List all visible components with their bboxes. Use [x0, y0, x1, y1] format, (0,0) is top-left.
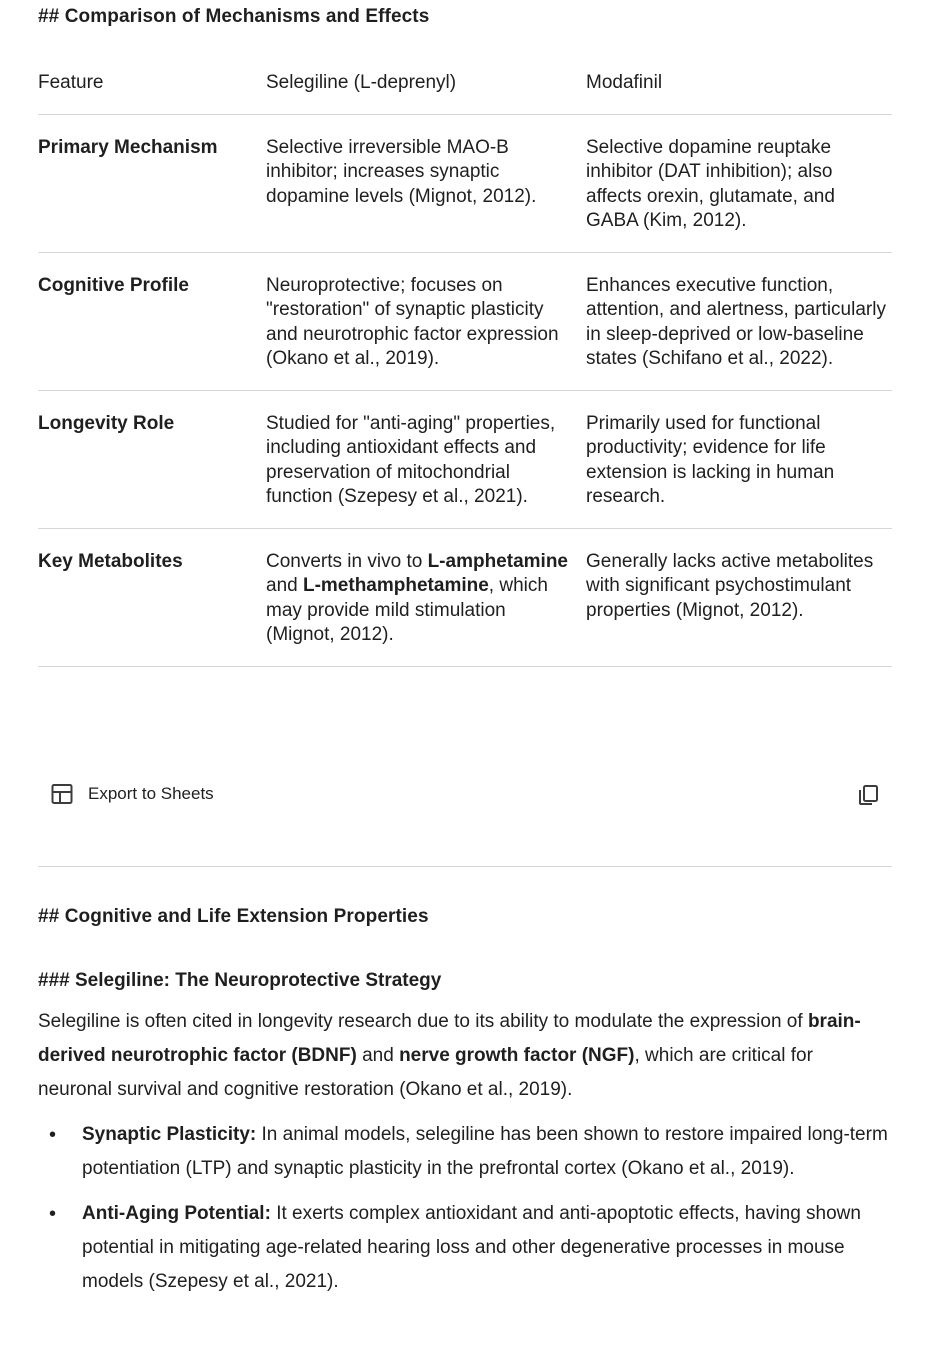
text-run: and	[356, 1045, 400, 1066]
table-cell-modafinil: Primarily used for functional productivity; evidence for life extension is lacking in human research.	[586, 390, 892, 528]
list-item-text: In animal models, selegiline has been shown to restore impaired long-term potentiation (LTP) and synaptic plasticity in the prefrontal cortex (Okano et al., 2019).	[82, 1124, 888, 1179]
table-cell-feature: Cognitive Profile	[38, 252, 266, 390]
table-row	[38, 528, 892, 666]
bullet-point: •	[49, 1203, 57, 1225]
export-label: Export to Sheets	[88, 784, 214, 803]
export-to-sheets-button[interactable]	[50, 782, 214, 806]
comparison-table	[38, 52, 892, 667]
bullet-list	[38, 1118, 892, 1310]
table-cell-selegiline: Selective irreversible MAO-B inhibitor; increases synaptic dopamine levels (Mignot, 2012).	[266, 114, 586, 252]
table-cell-modafinil: Enhances executive function, attention, and alertness, particularly in sleep-deprived or low-baseline states (Schifano et al., 2022).	[586, 252, 892, 390]
list-item	[38, 1118, 892, 1186]
column-header-modafinil: Modafinil	[586, 52, 892, 114]
table-cell-selegiline	[266, 528, 586, 666]
text-run: Selegiline is often cited in longevity research due to its ability to modulate the expression of	[38, 1011, 808, 1032]
table-icon	[50, 782, 74, 806]
section-heading-cognitive: ## Cognitive and Life Extension Properties	[38, 906, 429, 927]
list-item-text: It exerts complex antioxidant and anti-apoptotic effects, having shown potential in mitigating age-related hearing loss and other degenerative processes in mouse models (Szepesy et al., 2021).	[82, 1203, 861, 1292]
copy-icon[interactable]	[856, 783, 880, 807]
text-run: and	[266, 575, 303, 596]
bold-term-ngf: nerve growth factor (NGF)	[399, 1045, 635, 1066]
table-header-row	[38, 52, 892, 114]
table-cell-selegiline: Neuroprotective; focuses on "restoration" of synaptic plasticity and neurotrophic factor expression (Okano et al., 2019).	[266, 252, 586, 390]
table-row	[38, 114, 892, 252]
subsection-heading-selegiline: ### Selegiline: The Neuroprotective Strategy	[38, 970, 442, 991]
table-cell-feature: Primary Mechanism	[38, 114, 266, 252]
table-cell-modafinil: Generally lacks active metabolites with significant psychostimulant properties (Mignot, 2012).	[586, 528, 892, 666]
list-item-title: Synaptic Plasticity:	[82, 1124, 257, 1145]
table-cell-modafinil: Selective dopamine reuptake inhibitor (DAT inhibition); also affects orexin, glutamate, and GABA (Kim, 2012).	[586, 114, 892, 252]
section-divider	[38, 866, 892, 867]
section-heading-comparison: ## Comparison of Mechanisms and Effects	[38, 6, 430, 27]
text-run: , which are critical for neuronal survival and cognitive restoration (Okano et al., 2019).	[38, 1045, 813, 1100]
table-cell-feature: Longevity Role	[38, 390, 266, 528]
table-cell-selegiline: Studied for "anti-aging" properties, including antioxidant effects and preservation of mitochondrial function (Szepesy et al., 2021).	[266, 390, 586, 528]
column-header-feature: Feature	[38, 52, 266, 114]
column-header-selegiline: Selegiline (L-deprenyl)	[266, 52, 586, 114]
table-toolbar	[38, 776, 892, 816]
list-item-title: Anti-Aging Potential:	[82, 1203, 271, 1224]
text-run: , which may provide mild stimulation (Mignot, 2012).	[266, 575, 548, 645]
table-row	[38, 390, 892, 528]
text-run: Converts in vivo to	[266, 550, 428, 572]
table-cell-feature: Key Metabolites	[38, 528, 266, 666]
bold-term-l-amphetamine: L-amphetamine	[427, 550, 568, 572]
bullet-point: •	[49, 1124, 57, 1146]
bold-term-bdnf: brain-derived neurotrophic factor (BDNF)	[38, 1011, 861, 1066]
list-item	[38, 1197, 892, 1299]
bold-term-l-methamphetamine: L-methamphetamine	[302, 575, 489, 596]
intro-paragraph	[38, 1005, 892, 1107]
table-row	[38, 252, 892, 390]
